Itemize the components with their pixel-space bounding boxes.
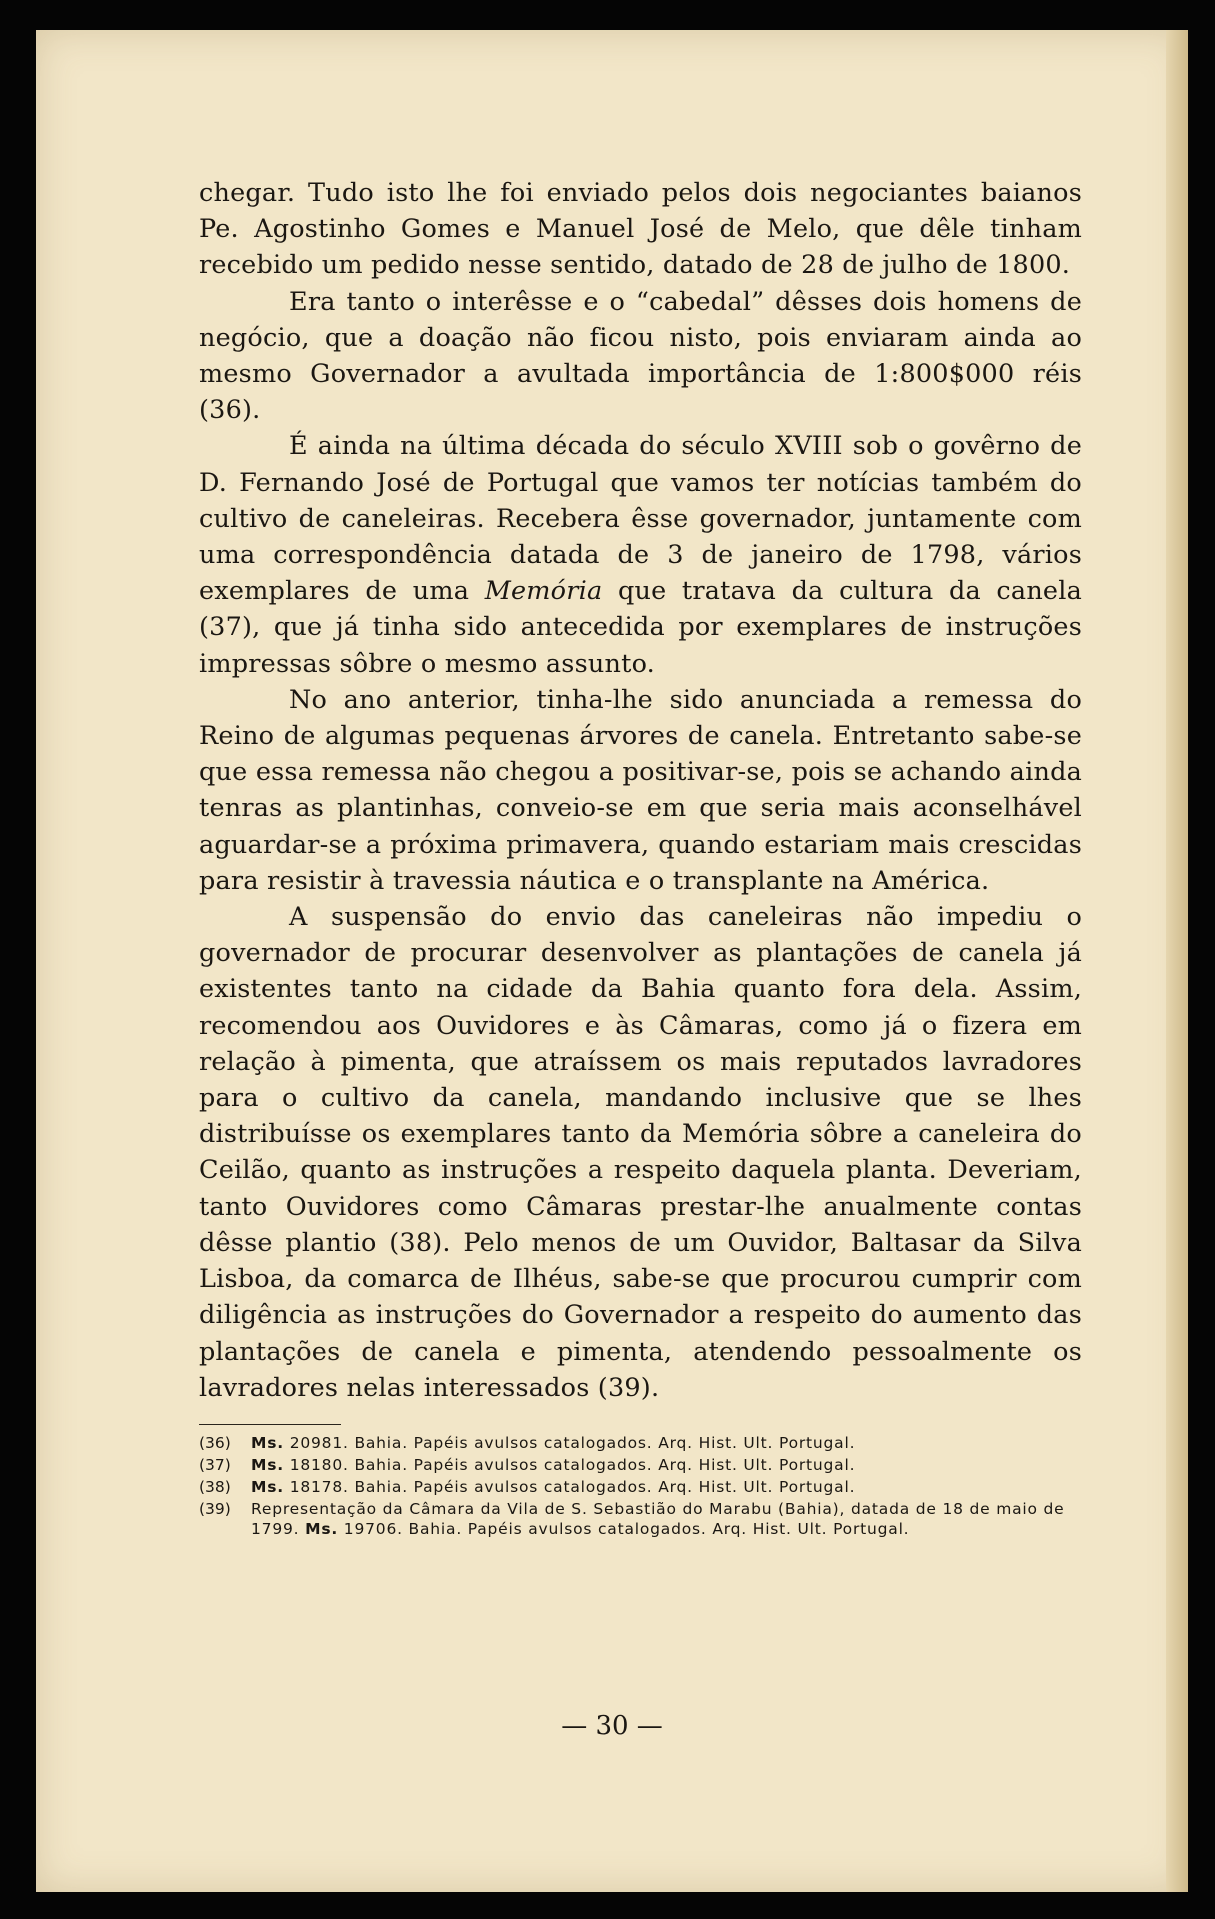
ms-label: Ms. [251, 1433, 284, 1452]
paragraph-3 [199, 428, 1082, 681]
footnote-body: 18178. Bahia. Papéis avulsos catalogados. Arq. Hist. Ult. Portugal. [289, 1477, 856, 1496]
page-number: — 30 — [561, 1711, 663, 1741]
footnote-text [251, 1433, 1082, 1453]
paragraph-3-start: É ainda na última década do século XVIII sob o govêrno de D. Fernando José de Portugal que vamos ter notícias também do cultivo de caneleiras. Recebera êsse governador, juntamente com uma correspondência datada de 3 de janeiro de 1798, vários exemplares de uma [199, 431, 1082, 607]
footnote-text [251, 1477, 1082, 1497]
footnote-body: 18180. Bahia. Papéis avulsos catalogados. Arq. Hist. Ult. Portugal. [289, 1455, 856, 1474]
footnote-text [251, 1499, 1082, 1539]
book-page [36, 30, 1188, 1892]
page-edge [1166, 30, 1188, 1892]
footnote-number: (37) [199, 1455, 231, 1474]
footnote-body: 20981. Bahia. Papéis avulsos catalogados. Arq. Hist. Ult. Portugal. [289, 1433, 856, 1452]
footnote-number: (38) [199, 1477, 231, 1496]
footnote-38 [199, 1477, 1082, 1497]
footnote-divider [199, 1424, 341, 1425]
paragraph-4: No ano anterior, tinha-lhe sido anunciada a remessa do Reino de algumas pequenas árvores de canela. Entretanto sabe-se que essa remessa não chegou a positivar-se, pois se achando ainda tenras as plantinhas, conveio-se em que seria mais aconselhável aguardar-se a próxima primavera, quando estariam mais crescidas para resistir à travessia náutica e o transplante na América. [199, 684, 1082, 896]
ms-label: Ms. [251, 1455, 284, 1474]
footnote-body: 19706. Bahia. Papéis avulsos catalogados. Arq. Hist. Ult. Portugal. [343, 1519, 910, 1538]
footnote-pre: Representação da Câmara da Vila de S. Sebastião do Marabu (Bahia), datada de 18 de maio de 1799. [251, 1499, 1065, 1538]
footnote-36 [199, 1433, 1082, 1453]
paragraph-2: Era tanto o interêsse e o “cabedal” dêsses dois homens de negócio, que a doação não ficou nisto, pois enviaram ainda ao mesmo Governador a avultada importância de 1:800$000 réis (36). [199, 286, 1082, 426]
ms-label: Ms. [251, 1477, 284, 1496]
body-text [199, 175, 1082, 1541]
ms-label: Ms. [305, 1519, 339, 1538]
paragraph-3-end: que tratava da cultura da canela (37), que já tinha sido antecedida por exemplares de instruções impressas sôbre o mesmo assunto. [199, 576, 1082, 679]
footnote-number: (36) [199, 1433, 231, 1452]
footnotes [199, 1433, 1082, 1539]
footnote-39 [199, 1499, 1082, 1539]
paragraph-1: chegar. Tudo isto lhe foi enviado pelos dois negociantes baianos Pe. Agostinho Gomes e Manuel José de Melo, que dêle tinham recebido um pedido nesse sentido, datado de 28 de julho de 1800. [199, 178, 1082, 281]
memoria-title: Memória [484, 576, 603, 607]
footnote-number: (39) [199, 1499, 231, 1518]
paragraph-5: A suspensão do envio das caneleiras não impediu o governador de procurar desenvolver as plantações de canela já existentes tanto na cidade da Bahia quanto fora dela. Assim, recomendou aos Ouvidores e às Câmaras, como já o fizera em relação à pimenta, que atraíssem os mais reputados lavradores para o cultivo da canela, mandando inclusive que se lhes distribuísse os exemplares tanto da Memória sôbre a caneleira do Ceilão, quanto as instruções a respeito daquela planta. Deveriam, tanto Ouvidores como Câmaras prestar-lhe anualmente contas dêsse plantio (38). Pelo menos de um Ouvidor, Baltasar da Silva Lisboa, da comarca de Ilhéus, sabe-se que procurou cumprir com diligência as instruções do Governador a respeito do aumento das plantações de canela e pimenta, atendendo pessoalmente os lavradores nelas interessados (39). [199, 902, 1082, 1403]
footnote-37 [199, 1455, 1082, 1475]
footnote-text [251, 1455, 1082, 1475]
